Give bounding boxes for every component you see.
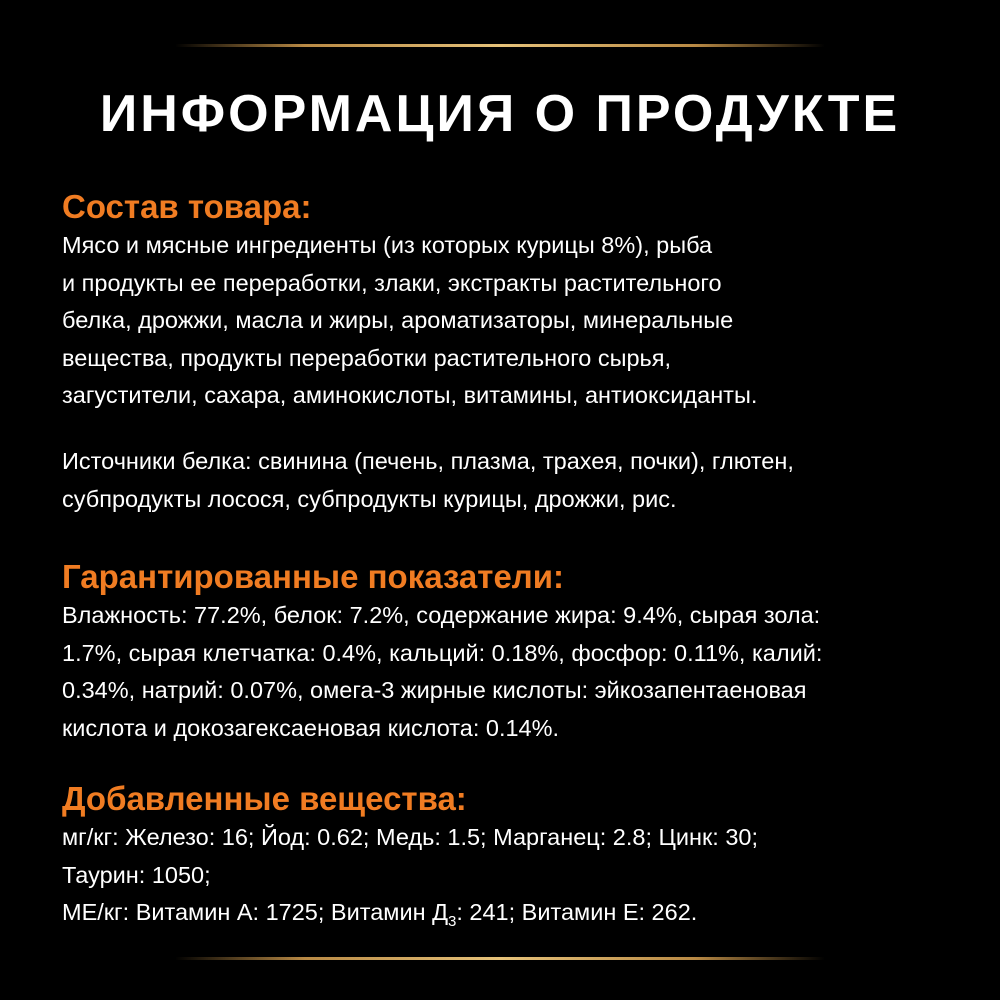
guaranteed-line: кислота и докозагексаеновая кислота: 0.14%. bbox=[62, 714, 560, 741]
bottom-divider bbox=[175, 957, 825, 960]
composition-line: загустители, сахара, аминокислоты, витамины, антиоксиданты. bbox=[62, 382, 758, 408]
composition-heading: Состав товара: bbox=[62, 188, 312, 225]
protein-sources-section bbox=[62, 443, 942, 518]
composition-line: белка, дрожжи, масла и жиры, ароматизаторы, минеральные bbox=[62, 307, 734, 333]
guaranteed-line: Влажность: 77.2%, белок: 7.2%, содержание жира: 9.4%, сырая зола: bbox=[62, 602, 821, 628]
vitamin-d-subscript: 3 bbox=[448, 913, 457, 930]
additives-line: мг/кг: Железо: 16; Йод: 0.62; Медь: 1.5; Марганец: 2.8; Цинк: 30; bbox=[62, 824, 759, 850]
composition-line: Мясо и мясные ингредиенты (из которых курицы 8%), рыба bbox=[62, 232, 713, 258]
composition-line: вещества, продукты переработки растительного сырья, bbox=[62, 344, 672, 371]
additives-vitamins-line bbox=[62, 894, 942, 932]
composition-section bbox=[62, 187, 942, 415]
guaranteed-line: 1.7%, сырая клетчатка: 0.4%, кальций: 0.18%, фосфор: 0.11%, калий: bbox=[62, 639, 823, 666]
guaranteed-analysis-section bbox=[62, 557, 942, 747]
protein-sources-line: субпродукты лосося, субпродукты курицы, дрожжи, рис. bbox=[62, 485, 677, 512]
protein-sources-line: Источники белка: свинина (печень, плазма, трахея, почки), глютен, bbox=[62, 448, 794, 474]
guaranteed-heading: Гарантированные показатели: bbox=[62, 558, 565, 595]
composition-line: и продукты ее переработки, злаки, экстракты растительного bbox=[62, 269, 722, 296]
top-divider bbox=[175, 44, 825, 47]
page-title: ИНФОРМАЦИЯ О ПРОДУКТЕ bbox=[99, 85, 901, 143]
additives-line: Таурин: 1050; bbox=[62, 861, 211, 888]
vitamins-text-end: : 241; Витамин Е: 262. bbox=[456, 899, 698, 925]
additives-section bbox=[62, 779, 942, 932]
vitamins-text: МЕ/кг: Витамин А: 1725; Витамин Д bbox=[62, 899, 448, 925]
guaranteed-line: 0.34%, натрий: 0.07%, омега-3 жирные кислоты: эйкозапентаеновая bbox=[62, 677, 807, 703]
additives-heading: Добавленные вещества: bbox=[62, 780, 467, 817]
